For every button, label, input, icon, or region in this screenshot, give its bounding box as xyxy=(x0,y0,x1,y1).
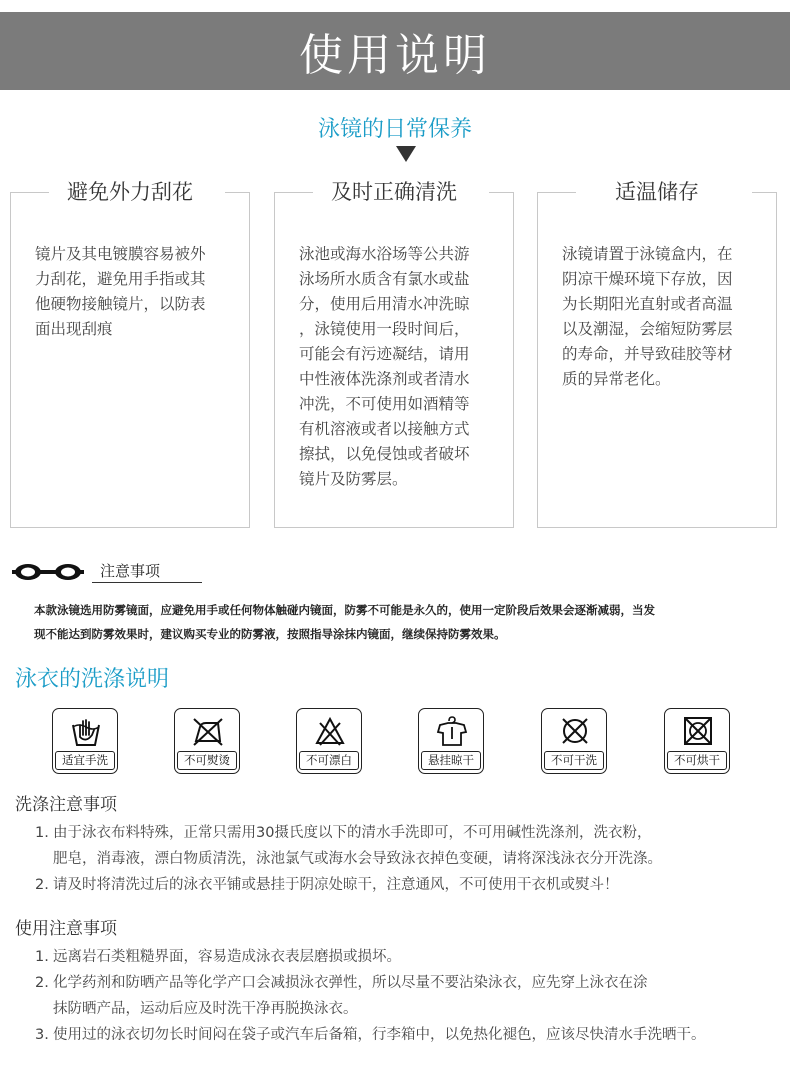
care-label: 悬挂晾干 xyxy=(421,751,481,770)
card-avoid-scratch xyxy=(10,180,250,528)
care-no-bleach xyxy=(296,708,362,774)
list-item: 3. 使用过的泳衣切勿长时间闷在袋子或汽车后备箱，行李箱中，以免热化褪色，应该尽快清水手洗晒干。 xyxy=(35,1027,706,1043)
notice-label: 注意事项 xyxy=(100,562,161,580)
page-banner xyxy=(0,12,790,90)
care-label: 不可烘干 xyxy=(667,751,727,770)
no-dry-clean-icon xyxy=(559,715,591,749)
goggles-icon xyxy=(12,563,84,581)
care-label: 不可干洗 xyxy=(544,751,604,770)
hang-dry-icon xyxy=(436,715,468,749)
list-item: 1. 由于泳衣布料特殊，正常只需用30摄氏度以下的清水手洗即可，不可用碱性洗涤剂，洗衣粉， 肥皂，消毒液，漂白物质清洗，泳池氯气或海水会导致泳衣掉色变硬，请将深浅泳衣分开洗涤。 xyxy=(35,825,662,867)
care-hang-dry xyxy=(418,708,484,774)
no-tumble-dry-icon xyxy=(682,715,714,749)
card-body: 镜片及其电镀膜容易被外 力刮花，避免用手指或其 他硬物接触镜片，以防表 面出现刮痕 xyxy=(35,245,206,338)
care-no-dry-clean xyxy=(541,708,607,774)
goggles-care-subtitle: 泳镜的日常保养 xyxy=(317,117,472,142)
care-label: 不可熨烫 xyxy=(177,751,237,770)
care-no-iron xyxy=(174,708,240,774)
card-storage xyxy=(537,180,777,528)
hand-wash-icon xyxy=(70,715,102,749)
card-body: 泳池或海水浴场等公共游 泳场所水质含有氯水或盐 分，使用后用清水冲洗晾 ，泳镜使用一段时间后， 可能会有污迹凝结，请用 中性液体洗涤剂或者清水 冲洗，不可使用如酒精等 有机溶液或者以接触方式 擦拭，以免侵蚀或者破坏 镜片及防雾层。 xyxy=(299,245,470,488)
care-hand-wash xyxy=(52,708,118,774)
list-item: 2. 化学药剂和防晒产品等化学产口会减损泳衣弹性，所以尽量不要沾染泳衣，应先穿上泳衣在涂 抹防晒产品，运动后应及时洗干净再脱换泳衣。 xyxy=(35,975,648,1017)
list-item: 2. 请及时将清洗过后的泳衣平铺或悬挂于阴凉处晾干，注意通风，不可使用干衣机或熨斗！ xyxy=(35,877,619,893)
usage-list xyxy=(15,944,775,1048)
notice-heading xyxy=(12,560,192,584)
card-title: 避免外力刮花 xyxy=(67,180,193,204)
page-title: 使用说明 xyxy=(299,30,491,81)
usage-heading: 使用注意事项 xyxy=(15,919,117,939)
card-clean-properly xyxy=(274,180,514,528)
care-label: 适宜手洗 xyxy=(55,751,115,770)
washing-heading: 洗涤注意事项 xyxy=(15,795,117,815)
card-title: 适温储存 xyxy=(615,180,699,204)
down-arrow-icon xyxy=(396,146,416,162)
card-body: 泳镜请置于泳镜盒内，在 阴凉干燥环境下存放，因 为长期阳光直射或者高温 以及潮湿，会缩短防雾层 的寿命，并导致硅胶等材 质的异常老化。 xyxy=(562,245,733,388)
no-bleach-icon xyxy=(314,715,346,749)
washing-list xyxy=(15,820,775,898)
card-title: 及时正确清洗 xyxy=(331,180,457,204)
no-iron-icon xyxy=(192,715,224,749)
care-label: 不可漂白 xyxy=(299,751,359,770)
care-no-tumble-dry xyxy=(664,708,730,774)
list-item: 1. 远离岩石类粗糙界面，容易造成泳衣表层磨损或损坏。 xyxy=(35,949,401,965)
notice-text: 本款泳镜选用防雾镜面，应避免用手或任何物体触碰内镜面，防雾不可能是永久的，使用一定阶段后效果会逐渐减弱，当发 现不能达到防雾效果时，建议购买专业的防雾液，按照指导涂抹内镜面，继续保持防雾效果。 xyxy=(34,603,655,641)
swimsuit-section-title: 泳衣的洗涤说明 xyxy=(15,667,170,692)
